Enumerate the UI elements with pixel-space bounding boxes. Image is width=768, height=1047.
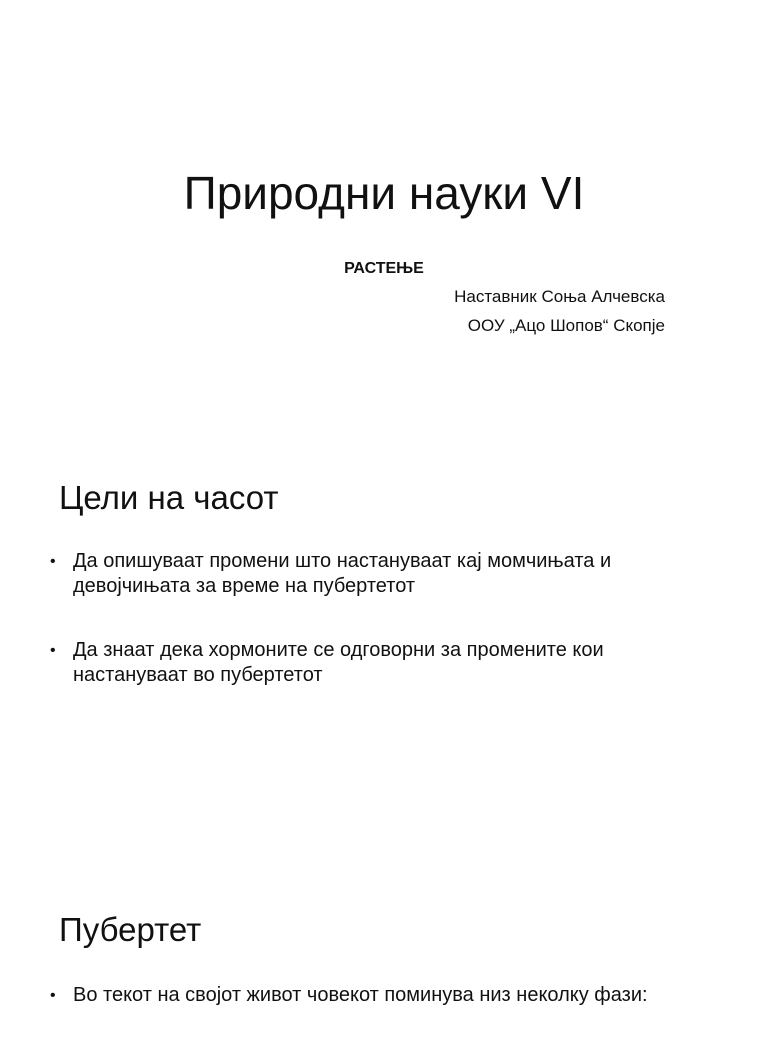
- main-title: Природни науки VI: [183, 167, 585, 219]
- list-item: [48, 549, 708, 599]
- list-item-text: Да опишуваат промени што настануваат кај момчињата и девојчињата за време на пубертетот: [73, 550, 612, 597]
- goals-list: [48, 549, 708, 727]
- puberty-list: [48, 983, 708, 1047]
- teacher-name: Наставник Соња Алчевска: [454, 287, 665, 306]
- bullet-icon: •: [50, 987, 56, 1004]
- list-item-text: Во текот на својот живот човекот поминува низ неколку фази:: [73, 984, 648, 1006]
- subtitle-heading: РАСТЕЊЕ: [344, 260, 424, 277]
- school-name: ООУ „Ацо Шопов“ Скопје: [467, 316, 665, 335]
- list-item-text: Да знаат дека хормоните се одговорни за промените кои настануваат во пубертетот: [73, 639, 604, 686]
- bullet-icon: •: [50, 642, 56, 659]
- bullet-icon: •: [50, 553, 56, 570]
- puberty-title: Пубертет: [59, 911, 202, 948]
- list-item: [48, 983, 708, 1008]
- list-item: [48, 638, 708, 688]
- goals-title: Цели на часот: [59, 479, 279, 516]
- title-slide: [0, 0, 768, 430]
- puberty-slide: [0, 870, 768, 1024]
- goals-slide: [0, 430, 768, 870]
